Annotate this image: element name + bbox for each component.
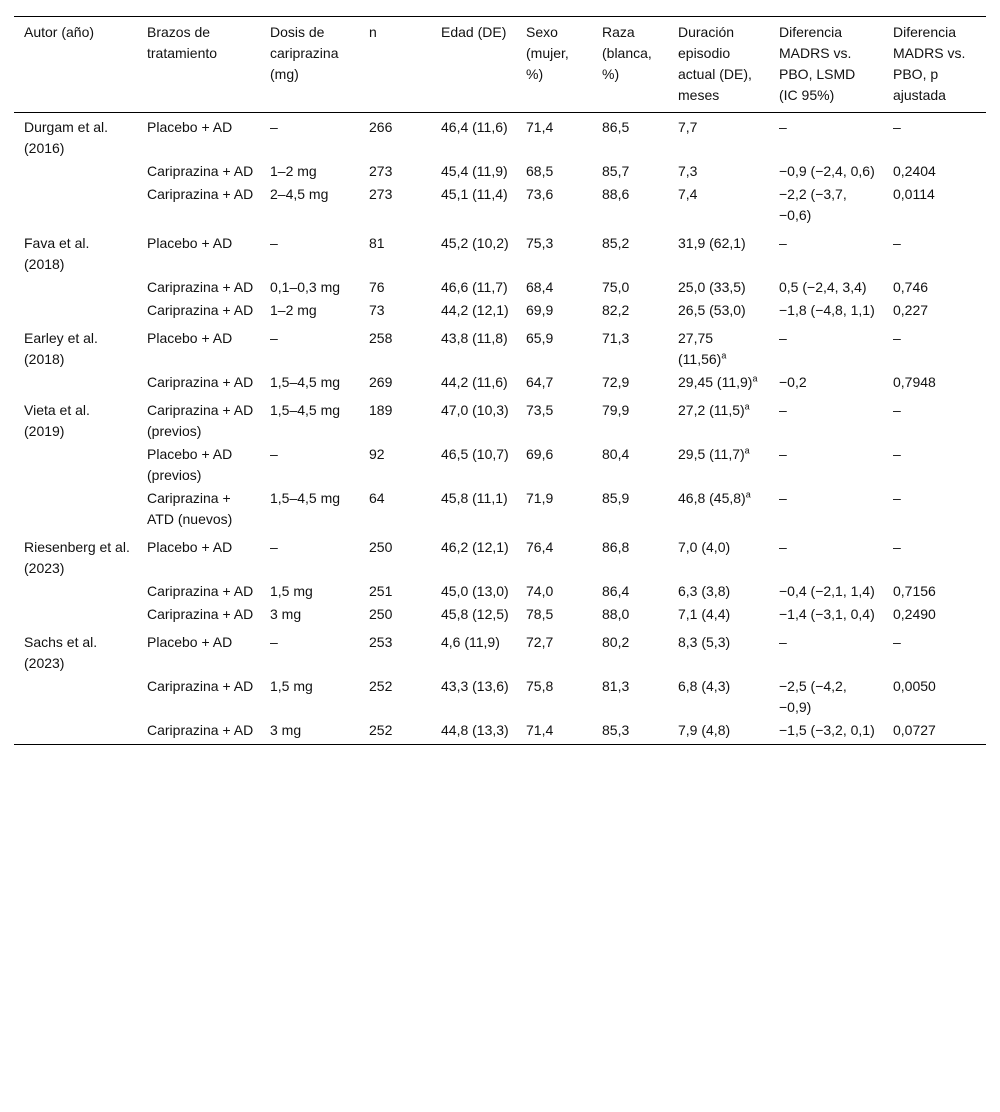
cell-author <box>14 487 137 533</box>
table-row <box>14 396 986 443</box>
cell-lsmd: – <box>779 119 787 135</box>
cell-lsmd: −2,5 (−4,2, −0,9) <box>779 678 847 715</box>
cell-p: 0,227 <box>893 302 929 318</box>
cell-lsmd: −0,9 (−2,4, 0,6) <box>779 163 875 179</box>
cell-sex: 71,4 <box>526 722 554 738</box>
cell-duration <box>668 371 769 396</box>
cell-lsmd: – <box>779 539 787 555</box>
cell-arm: Cariprazina + AD <box>147 678 254 694</box>
cell-author: Vieta et al. (2019) <box>24 402 90 439</box>
cell-lsmd: −0,4 (−2,1, 1,4) <box>779 583 875 599</box>
header-age: Edad (DE) <box>441 24 507 40</box>
cell-n: 258 <box>369 330 393 346</box>
cell-arm: Placebo + AD (previos) <box>147 446 233 483</box>
cell-duration <box>668 719 769 745</box>
cell-lsmd: −1,5 (−3,2, 0,1) <box>779 722 875 738</box>
cell-dose: 3 mg <box>270 606 302 622</box>
cell-sex: 68,4 <box>526 279 554 295</box>
table-row <box>14 276 986 299</box>
footnote-marker: a <box>752 373 758 384</box>
table-row <box>14 628 986 675</box>
cell-author <box>14 160 137 183</box>
cell-lsmd: −1,4 (−3,1, 0,4) <box>779 606 875 622</box>
duration-value: 29,45 (11,9) <box>678 374 753 390</box>
table-row <box>14 487 986 533</box>
cell-sex: 69,6 <box>526 446 554 462</box>
cell-arm: Cariprazina + AD <box>147 606 254 622</box>
cell-dose: 0,1–0,3 mg <box>270 279 341 295</box>
cell-race: 85,9 <box>602 490 630 506</box>
cell-arm: Placebo + AD <box>147 330 233 346</box>
cell-author: Sachs et al. (2023) <box>24 634 98 671</box>
cell-race: 88,0 <box>602 606 630 622</box>
header-lsmd: Diferencia MADRS vs. PBO, LSMD (IC 95%) <box>779 24 856 103</box>
table-header <box>14 17 986 113</box>
cell-duration <box>668 183 769 229</box>
table-row <box>14 229 986 276</box>
duration-value: 27,75 (11,56) <box>678 330 722 367</box>
cell-p: – <box>893 402 901 418</box>
cell-sex: 73,5 <box>526 402 554 418</box>
cell-n: 251 <box>369 583 393 599</box>
cell-dose: 1,5 mg <box>270 583 313 599</box>
cell-dose: 2–4,5 mg <box>270 186 329 202</box>
cell-dose: – <box>270 330 278 346</box>
cell-author <box>14 276 137 299</box>
cell-p: 0,2404 <box>893 163 936 179</box>
cell-race: 71,3 <box>602 330 630 346</box>
header-p: Diferencia MADRS vs. PBO, p ajustada <box>893 24 966 103</box>
cell-n: 252 <box>369 678 393 694</box>
cell-n: 81 <box>369 235 385 251</box>
cell-dose: 1,5–4,5 mg <box>270 374 341 390</box>
cell-p: – <box>893 539 901 555</box>
table-body <box>14 113 986 745</box>
cell-arm: Cariprazina + AD <box>147 374 254 390</box>
cell-duration <box>668 533 769 580</box>
cell-lsmd: – <box>779 235 787 251</box>
cell-duration <box>668 443 769 487</box>
cell-race: 72,9 <box>602 374 630 390</box>
cell-age: 44,8 (13,3) <box>441 722 509 738</box>
duration-value: 7,1 (4,4) <box>678 606 731 622</box>
cell-race: 79,9 <box>602 402 630 418</box>
cell-age: 44,2 (12,1) <box>441 302 509 318</box>
cell-duration <box>668 113 769 161</box>
cell-n: 273 <box>369 186 393 202</box>
cell-lsmd: – <box>779 402 787 418</box>
cell-sex: 69,9 <box>526 302 554 318</box>
duration-value: 27,2 (11,5) <box>678 402 745 418</box>
cell-sex: 75,3 <box>526 235 554 251</box>
duration-value: 7,4 <box>678 186 698 202</box>
cell-duration <box>668 396 769 443</box>
cell-dose: 1,5–4,5 mg <box>270 490 341 506</box>
table-row <box>14 603 986 628</box>
table-container <box>14 16 986 745</box>
cell-author <box>14 371 137 396</box>
footnote-marker: a <box>744 401 750 412</box>
cell-arm: Cariprazina + AD <box>147 302 254 318</box>
cell-age: 45,1 (11,4) <box>441 186 508 202</box>
cell-lsmd: – <box>779 490 787 506</box>
cell-p: – <box>893 490 901 506</box>
cell-duration <box>668 487 769 533</box>
cell-age: 45,4 (11,9) <box>441 163 508 179</box>
table-row <box>14 371 986 396</box>
cell-author: Riesenberg et al. (2023) <box>24 539 130 576</box>
cell-duration <box>668 603 769 628</box>
cell-age: 45,0 (13,0) <box>441 583 509 599</box>
duration-value: 6,3 (3,8) <box>678 583 731 599</box>
duration-value: 7,9 (4,8) <box>678 722 731 738</box>
cell-race: 85,7 <box>602 163 630 179</box>
cell-dose: 1,5 mg <box>270 678 313 694</box>
cell-p: 0,0727 <box>893 722 936 738</box>
cell-duration <box>668 324 769 371</box>
cell-n: 250 <box>369 606 393 622</box>
cell-race: 86,8 <box>602 539 630 555</box>
cell-duration <box>668 628 769 675</box>
cell-p: 0,7948 <box>893 374 936 390</box>
cell-duration <box>668 580 769 603</box>
cell-sex: 76,4 <box>526 539 554 555</box>
footnote-marker: a <box>721 350 727 361</box>
cell-author <box>14 580 137 603</box>
duration-value: 7,0 (4,0) <box>678 539 731 555</box>
cell-arm: Placebo + AD <box>147 634 233 650</box>
table-row <box>14 443 986 487</box>
cell-p: – <box>893 119 901 135</box>
cell-n: 92 <box>369 446 385 462</box>
cell-author <box>14 603 137 628</box>
cell-dose: 1–2 mg <box>270 163 317 179</box>
table-row <box>14 299 986 324</box>
cell-race: 80,2 <box>602 634 630 650</box>
cell-arm: Cariprazina + AD <box>147 722 254 738</box>
cell-age: 43,3 (13,6) <box>441 678 509 694</box>
cell-duration <box>668 160 769 183</box>
cell-dose: – <box>270 446 278 462</box>
cell-p: – <box>893 235 901 251</box>
footnote-marker: a <box>745 489 751 500</box>
cell-author: Durgam et al. (2016) <box>24 119 109 156</box>
cell-race: 86,5 <box>602 119 630 135</box>
cell-n: 266 <box>369 119 393 135</box>
cell-age: 43,8 (11,8) <box>441 330 508 346</box>
duration-value: 46,8 (45,8) <box>678 490 746 506</box>
cell-n: 250 <box>369 539 393 555</box>
table-row <box>14 324 986 371</box>
cell-age: 45,2 (10,2) <box>441 235 509 251</box>
cell-arm: Cariprazina + ATD (nuevos) <box>147 490 233 527</box>
cell-duration <box>668 299 769 324</box>
table-row <box>14 580 986 603</box>
header-author: Autor (año) <box>24 24 95 40</box>
table-row <box>14 113 986 161</box>
cell-author <box>14 719 137 745</box>
cell-lsmd: −1,8 (−4,8, 1,1) <box>779 302 875 318</box>
header-duration: Duración episodio actual (DE), meses <box>678 24 752 103</box>
table-row <box>14 160 986 183</box>
cell-age: 45,8 (11,1) <box>441 490 508 506</box>
cell-author <box>14 443 137 487</box>
table-row <box>14 183 986 229</box>
cell-age: 46,2 (12,1) <box>441 539 509 555</box>
cell-n: 189 <box>369 402 393 418</box>
cell-arm: Cariprazina + AD <box>147 163 254 179</box>
table-row <box>14 533 986 580</box>
cell-n: 64 <box>369 490 385 506</box>
cell-age: 46,6 (11,7) <box>441 279 508 295</box>
cariprazine-studies-table <box>14 16 986 745</box>
cell-sex: 75,8 <box>526 678 554 694</box>
cell-p: 0,0050 <box>893 678 936 694</box>
cell-sex: 71,9 <box>526 490 554 506</box>
cell-author: Earley et al. (2018) <box>24 330 98 367</box>
cell-age: 45,8 (12,5) <box>441 606 509 622</box>
header-race: Raza (blanca, %) <box>602 24 652 82</box>
cell-lsmd: – <box>779 330 787 346</box>
cell-sex: 64,7 <box>526 374 554 390</box>
cell-sex: 72,7 <box>526 634 554 650</box>
cell-p: – <box>893 446 901 462</box>
cell-age: 46,5 (10,7) <box>441 446 509 462</box>
cell-lsmd: −2,2 (−3,7, −0,6) <box>779 186 847 223</box>
cell-sex: 68,5 <box>526 163 554 179</box>
cell-arm: Placebo + AD <box>147 539 233 555</box>
cell-dose: – <box>270 235 278 251</box>
header-row <box>14 17 986 113</box>
duration-value: 7,7 <box>678 119 698 135</box>
cell-age: 44,2 (11,6) <box>441 374 508 390</box>
cell-race: 86,4 <box>602 583 630 599</box>
table-row <box>14 719 986 745</box>
cell-p: – <box>893 634 901 650</box>
cell-lsmd: – <box>779 634 787 650</box>
cell-sex: 78,5 <box>526 606 554 622</box>
cell-arm: Placebo + AD <box>147 235 233 251</box>
cell-race: 85,2 <box>602 235 630 251</box>
header-n: n <box>369 24 377 40</box>
duration-value: 29,5 (11,7) <box>678 446 745 462</box>
duration-value: 26,5 (53,0) <box>678 302 746 318</box>
cell-sex: 73,6 <box>526 186 554 202</box>
cell-author: Fava et al. (2018) <box>24 235 90 272</box>
cell-n: 253 <box>369 634 393 650</box>
cell-author <box>14 183 137 229</box>
footnote-marker: a <box>744 445 750 456</box>
cell-n: 76 <box>369 279 385 295</box>
table-row <box>14 675 986 719</box>
cell-n: 273 <box>369 163 393 179</box>
cell-race: 80,4 <box>602 446 630 462</box>
cell-lsmd: −0,2 <box>779 374 807 390</box>
cell-author <box>14 299 137 324</box>
cell-race: 82,2 <box>602 302 630 318</box>
cell-p: – <box>893 330 901 346</box>
cell-race: 88,6 <box>602 186 630 202</box>
cell-dose: – <box>270 634 278 650</box>
cell-p: 0,7156 <box>893 583 936 599</box>
cell-sex: 65,9 <box>526 330 554 346</box>
cell-p: 0,2490 <box>893 606 936 622</box>
duration-value: 8,3 (5,3) <box>678 634 731 650</box>
cell-author <box>14 675 137 719</box>
cell-race: 81,3 <box>602 678 630 694</box>
cell-duration <box>668 675 769 719</box>
cell-dose: 3 mg <box>270 722 302 738</box>
cell-p: 0,0114 <box>893 186 935 202</box>
cell-arm: Cariprazina + AD <box>147 186 254 202</box>
cell-arm: Cariprazina + AD <box>147 583 254 599</box>
header-arms: Brazos de tratamiento <box>147 24 218 61</box>
cell-dose: – <box>270 539 278 555</box>
cell-arm: Placebo + AD <box>147 119 233 135</box>
header-sex: Sexo (mujer, %) <box>526 24 569 82</box>
cell-dose: 1–2 mg <box>270 302 317 318</box>
cell-duration <box>668 276 769 299</box>
cell-arm: Cariprazina + AD (previos) <box>147 402 254 439</box>
cell-sex: 74,0 <box>526 583 554 599</box>
duration-value: 31,9 (62,1) <box>678 235 746 251</box>
cell-p: 0,746 <box>893 279 929 295</box>
cell-lsmd: – <box>779 446 787 462</box>
cell-age: 47,0 (10,3) <box>441 402 509 418</box>
duration-value: 25,0 (33,5) <box>678 279 746 295</box>
cell-arm: Cariprazina + AD <box>147 279 254 295</box>
cell-age: 46,4 (11,6) <box>441 119 508 135</box>
duration-value: 6,8 (4,3) <box>678 678 731 694</box>
cell-n: 269 <box>369 374 393 390</box>
cell-n: 73 <box>369 302 385 318</box>
duration-value: 7,3 <box>678 163 698 179</box>
cell-dose: 1,5–4,5 mg <box>270 402 341 418</box>
cell-race: 85,3 <box>602 722 630 738</box>
cell-race: 75,0 <box>602 279 630 295</box>
cell-sex: 71,4 <box>526 119 554 135</box>
header-dose: Dosis de cariprazina (mg) <box>270 24 339 82</box>
cell-n: 252 <box>369 722 393 738</box>
cell-dose: – <box>270 119 278 135</box>
cell-duration <box>668 229 769 276</box>
cell-lsmd: 0,5 (−2,4, 3,4) <box>779 279 867 295</box>
cell-age: 4,6 (11,9) <box>441 634 500 650</box>
